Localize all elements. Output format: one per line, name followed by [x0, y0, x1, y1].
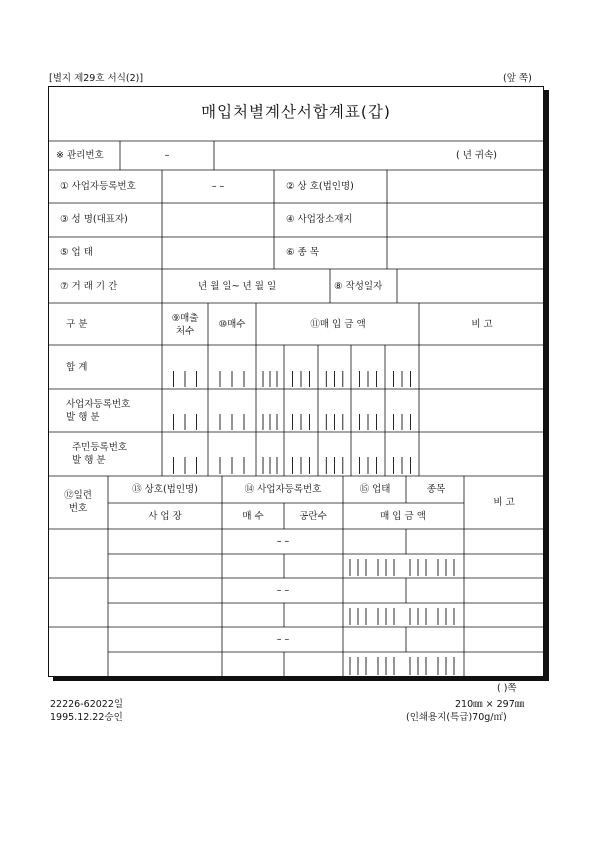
detail-sheets-header: 매 수 [242, 511, 264, 522]
bizno-issued-label-2: 발 행 분 [66, 412, 100, 423]
business-number-dashes: – – [211, 181, 225, 192]
total-row-label: 합 계 [66, 362, 88, 373]
transaction-period-value: 년 월 일~ 년 월 일 [198, 281, 277, 292]
business-number-label: ① 사업자등록번호 [60, 181, 136, 192]
attribution-year-label: ( 년 귀속) [456, 150, 497, 161]
detail-remarks-header: 비 고 [493, 497, 515, 508]
transaction-period-label: ⑦ 거 래 기 간 [60, 281, 118, 292]
detail-item-header: 종목 [426, 484, 446, 495]
serial-number-header-2: 번호 [68, 503, 88, 514]
form-title: 매입처별계산서합계표(갑) [201, 103, 391, 121]
detail-bizno-header: ⑭ 사업자등록번호 [244, 484, 322, 495]
management-number-label: ※ 관리번호 [56, 150, 104, 161]
rrn-issued-label-2: 발 행 분 [72, 455, 106, 466]
purchase-amount-header: ⑪매 입 금 액 [310, 319, 366, 330]
page-side-label: (앞 쪽) [503, 73, 532, 84]
detail-amount-header: 매 입 금 액 [380, 511, 426, 522]
paper-spec: (인쇄용지(특급)70g/㎡) [406, 712, 507, 723]
business-address-label: ④ 사업장소재지 [286, 214, 353, 225]
supplier-count-header-2: 처수 [175, 326, 195, 337]
creation-date-label: ⑧ 작성일자 [334, 281, 383, 292]
form-number-label: [별지 제29호 서식(2)] [49, 73, 144, 84]
serial-number-header: ⑫일련 [64, 490, 92, 501]
business-type-label: ⑤ 업 태 [60, 247, 93, 258]
supplier-count-header: ⑨매출 [171, 313, 199, 324]
workplace-header: 사 업 장 [148, 511, 182, 522]
form-code: 22226-62022일 [50, 699, 124, 710]
management-number-dash: – [164, 150, 170, 161]
detail-row-2-bizno: – – [276, 585, 290, 596]
detail-row-1-bizno: – – [276, 536, 290, 547]
blank-count-header: 공란수 [299, 511, 327, 522]
approval-date: 1995.12.22승인 [50, 712, 123, 723]
page-count-note: ( )쪽 [497, 683, 517, 694]
detail-row-3-bizno: – – [276, 634, 290, 645]
representative-name-label: ③ 성 명(대표자) [60, 214, 128, 225]
sheets-header: ⑩매수 [218, 319, 246, 330]
category-header: 구 분 [66, 319, 88, 330]
paper-size: 210㎜ × 297㎜ [455, 699, 525, 710]
rrn-issued-label: 주민등록번호 [72, 442, 128, 453]
detail-biztype-header: ⑮ 업태 [359, 484, 391, 495]
trade-name-header: ⑬ 상호(법인명) [132, 484, 198, 495]
bizno-issued-label: 사업자등록번호 [66, 399, 131, 410]
trade-name-label: ② 상 호(법인명) [286, 181, 354, 192]
remarks-header: 비 고 [471, 319, 493, 330]
business-item-label: ⑥ 종 목 [286, 247, 319, 258]
